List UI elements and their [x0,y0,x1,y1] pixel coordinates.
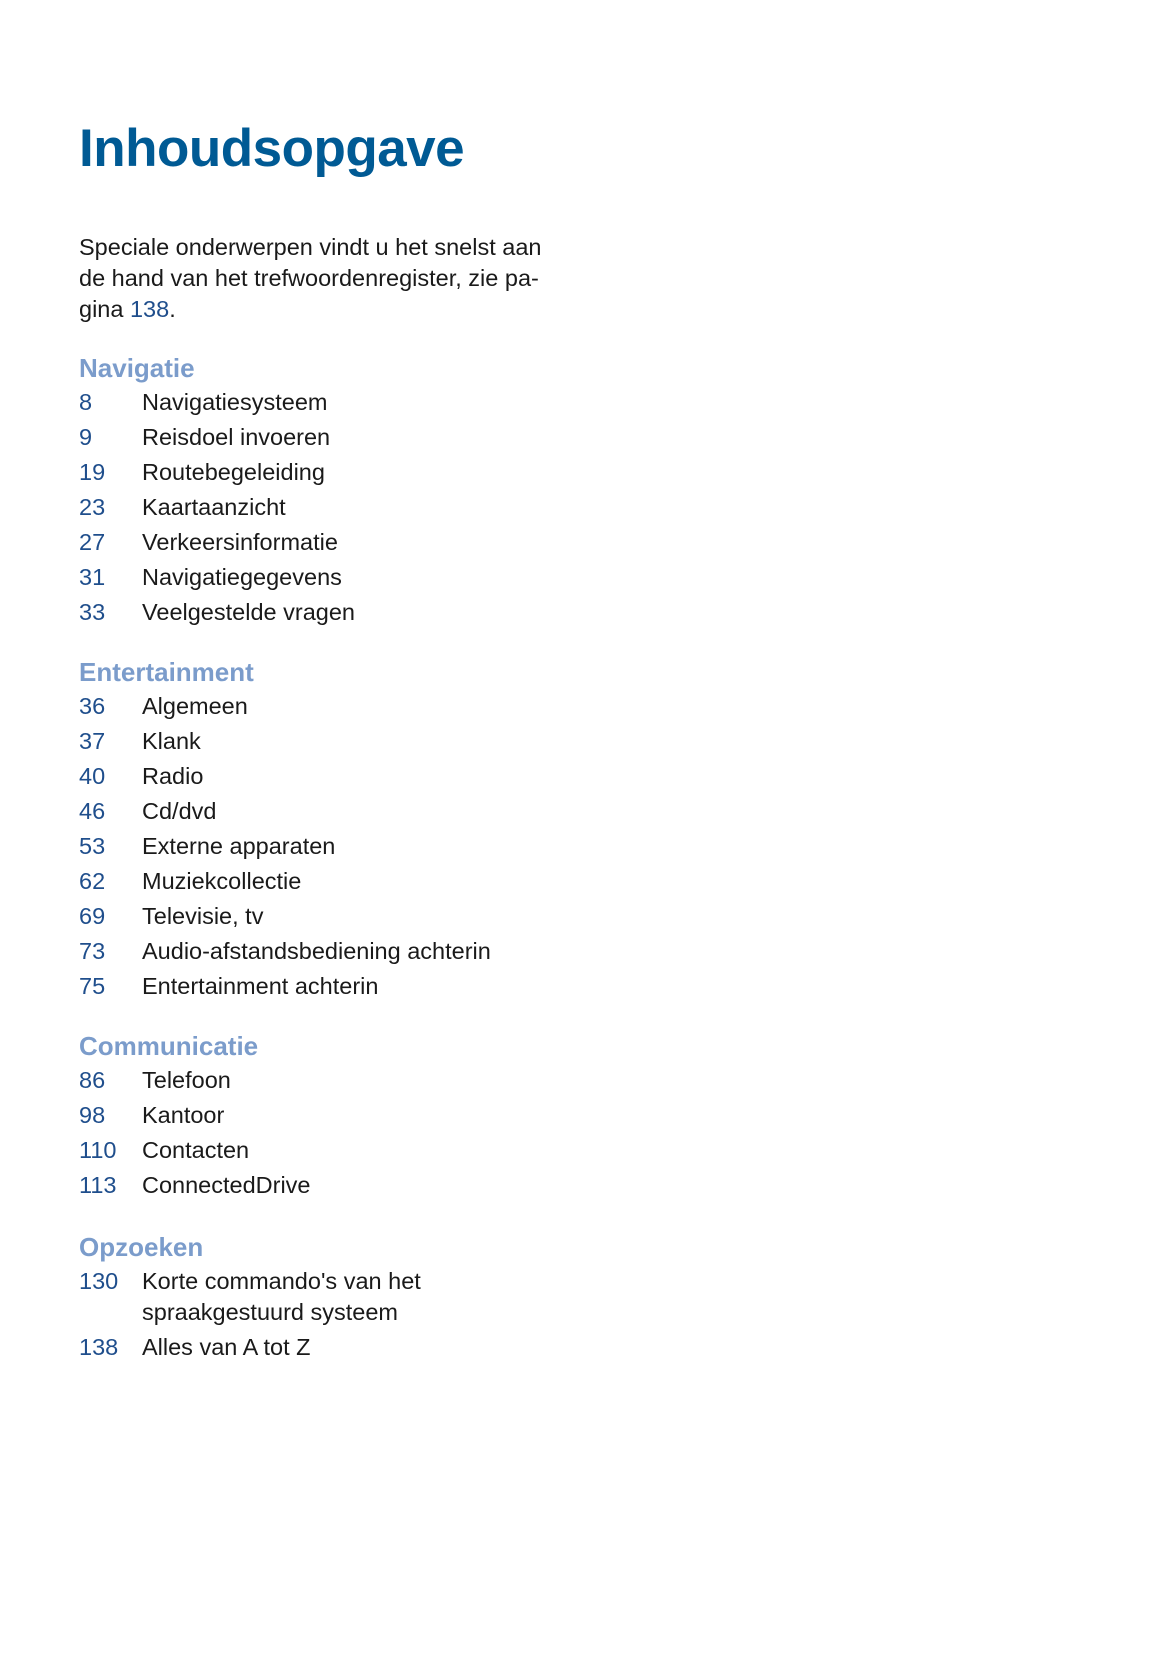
toc-page-number: 37 [79,728,106,754]
toc-page-number: 113 [79,1172,117,1198]
section-navigatie [79,353,639,632]
toc-entry[interactable] [79,971,639,1002]
toc-page-number: 98 [79,1102,106,1128]
toc-label [142,1266,639,1328]
toc-label: Reisdoel invoeren [142,424,331,450]
toc-label: Audio-afstandsbediening achterin [142,938,491,964]
toc-page-number: 31 [79,564,106,590]
intro-line-1: Speciale onderwerpen vindt u het snelst aan [79,234,542,260]
toc-entry[interactable] [79,422,639,453]
section-communicatie [79,1031,639,1205]
toc-label: Algemeen [142,693,248,719]
toc-page-number: 19 [79,459,106,485]
intro-paragraph [79,232,579,325]
toc-label: Verkeersinformatie [142,529,338,555]
toc-entry[interactable] [79,761,639,792]
toc-entry[interactable] [79,831,639,862]
toc-entry[interactable] [79,691,639,722]
toc-entry[interactable] [79,901,639,932]
toc-page-number: 33 [79,599,106,625]
toc-entry[interactable] [79,1266,639,1328]
toc-label: ConnectedDrive [142,1172,311,1198]
toc-page-number: 36 [79,693,106,719]
toc-label: Routebegeleiding [142,459,325,485]
toc-label: Klank [142,728,201,754]
toc-page-number: 40 [79,763,106,789]
toc-entry[interactable] [79,1332,639,1363]
toc-entry[interactable] [79,1135,639,1166]
toc-label-line-2: spraakgestuurd systeem [142,1299,399,1325]
toc-page-number: 8 [79,389,93,415]
toc-entry[interactable] [79,457,639,488]
toc-label: Telefoon [142,1067,231,1093]
section-heading: Navigatie [79,353,195,383]
intro-line-3-prefix: gina [79,296,130,322]
section-opzoeken [79,1232,639,1367]
intro-suffix: . [169,296,176,322]
toc-label: Externe apparaten [142,833,336,859]
page-title: Inhoudsopgave [79,119,465,178]
toc-label: Contacten [142,1137,250,1163]
toc-label: Veelgestelde vragen [142,599,355,625]
toc-label: Alles van A tot Z [142,1334,311,1360]
toc-page-number: 53 [79,833,106,859]
intro-line-2: de hand van het trefwoordenregister, zie pa- [79,265,539,291]
toc-page-number: 138 [79,1334,119,1360]
toc-page-number: 23 [79,494,106,520]
toc-page-number: 27 [79,529,106,555]
toc-entry[interactable] [79,1065,639,1096]
intro-page-link[interactable]: 138 [129,296,170,322]
toc-label: Entertainment achterin [142,973,379,999]
toc-page-number: 9 [79,424,93,450]
toc-page-number: 86 [79,1067,106,1093]
toc-page-number: 73 [79,938,106,964]
section-heading: Communicatie [79,1031,259,1061]
section-entertainment [79,657,639,1006]
toc-page-number: 62 [79,868,106,894]
toc-label: Navigatiesysteem [142,389,328,415]
toc-entry[interactable] [79,726,639,757]
toc-label: Kantoor [142,1102,225,1128]
toc-entry[interactable] [79,866,639,897]
toc-page-number: 130 [79,1268,119,1294]
section-heading: Opzoeken [79,1232,204,1262]
toc-entry[interactable] [79,796,639,827]
toc-label: Navigatiegegevens [142,564,342,590]
toc-page-number: 110 [79,1137,117,1163]
toc-page-number: 69 [79,903,106,929]
section-heading: Entertainment [79,657,254,687]
toc-label: Muziekcollectie [142,868,302,894]
toc-entry[interactable] [79,597,639,628]
toc-label: Televisie, tv [142,903,264,929]
toc-label: Radio [142,763,204,789]
toc-page-number: 75 [79,973,106,999]
toc-entry[interactable] [79,1100,639,1131]
toc-label-line-1: Korte commando's van het [142,1268,421,1294]
toc-label: Cd/dvd [142,798,217,824]
toc-entry[interactable] [79,1170,639,1201]
toc-entry[interactable] [79,387,639,418]
toc-page-number: 46 [79,798,106,824]
toc-label: Kaartaanzicht [142,494,286,520]
toc-entry[interactable] [79,936,639,967]
toc-entry[interactable] [79,562,639,593]
toc-entry[interactable] [79,527,639,558]
toc-entry[interactable] [79,492,639,523]
